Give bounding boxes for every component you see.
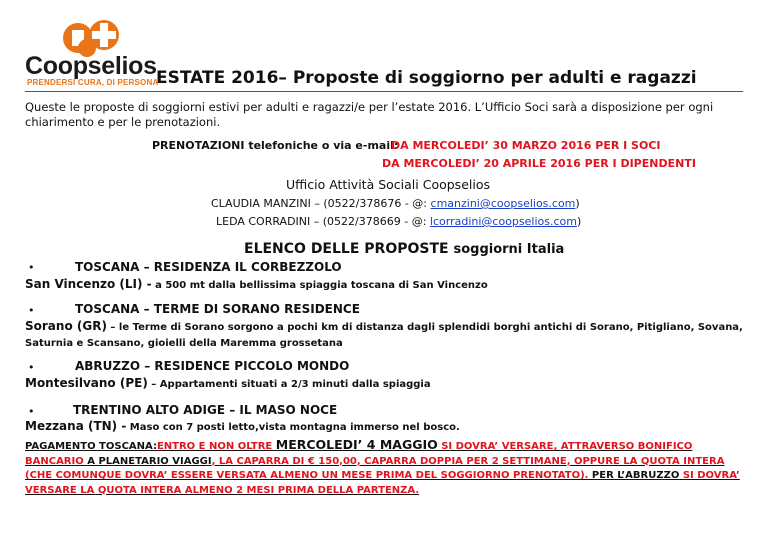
logo-tagline: PRENDERSI CURA, DI PERSONA [27, 78, 159, 87]
proposal-place [25, 376, 431, 390]
section-heading-main: ELENCO DELLE PROPOSTE [244, 241, 449, 257]
contact-manzini [211, 197, 580, 210]
place-desc: – Appartamenti situati a 2/3 minuti dalla spiaggia [147, 379, 431, 390]
proposal-place [25, 277, 488, 291]
payment-abruzzo-terms: SI DOVRA’ VERSARE LA QUOTA INTERA ALMENO 2 MESI PRIMA DELLA PARTENZA. [25, 470, 740, 496]
payment-agency: A PLANETARIO VIAGGI [87, 455, 212, 467]
bullet-icon: • [28, 405, 35, 418]
section-heading-sub: soggiorni Italia [453, 242, 565, 257]
proposal-title: ABRUZZO – RESIDENCE PICCOLO MONDO [75, 359, 350, 373]
proposal-title: TOSCANA – RESIDENZA IL CORBEZZOLO [75, 260, 342, 274]
page-title: ESTATE 2016– Proposte di soggiorno per adulti e ragazzi [156, 68, 697, 88]
logo-name: Coopselios [25, 52, 157, 80]
contact-text: LEDA CORRADINI – (0522/378669 - @: [216, 215, 430, 228]
proposal-place [25, 419, 460, 433]
proposal-title: TOSCANA – TERME DI SORANO RESIDENCE [75, 302, 360, 316]
email-link-manzini[interactable]: cmanzini@coopselios.com [430, 197, 576, 210]
bullet-icon: • [28, 261, 35, 274]
bullet-icon: • [28, 304, 35, 317]
place-name: Montesilvano (PE) [25, 376, 148, 390]
payment-abruzzo-label: PER L’ABRUZZO [588, 470, 680, 481]
contact-suffix: ) [576, 215, 582, 228]
place-name: San Vincenzo (LI) - [25, 277, 152, 291]
email-link-corradini[interactable]: lcorradini@coopselios.com [429, 215, 577, 228]
payment-deadline-text: ENTRO E NON OLTRE [156, 441, 276, 452]
place-desc: – le Terme di Sorano sorgono a pochi km di distanza dagli splendidi borghi antichi di Sorano, Pitigliano, Sovana, Saturnia e Scansano, gioielli della Maremma grossetana [25, 322, 743, 349]
place-name: Sorano (GR) [25, 319, 107, 333]
title-divider [25, 91, 743, 92]
prenotazioni-label: PRENOTAZIONI telefoniche o via e-mail: [152, 139, 399, 152]
proposal-place [25, 319, 747, 351]
place-name: Mezzana (TN) - [25, 419, 127, 433]
prenotazioni-dipendenti: DA MERCOLEDI’ 20 APRILE 2016 PER I DIPENDENTI [382, 157, 696, 170]
contact-text: CLAUDIA MANZINI – (0522/378676 - @: [211, 197, 431, 210]
prenotazioni-soci: DA MERCOLEDI’ 30 MARZO 2016 PER I SOCI [391, 139, 661, 152]
payment-deposit: , LA CAPARRA DI € 150,00, CAPARRA DOPPIA PER 2 SETTIMANE, OPPURE LA QUOTA INTERA (CHE COMUNQUE DOVRA’ ESSERE VERSATA ALMENO UN MESE PRIMA DEL SOGGIORNO PRENOTATO). [25, 455, 725, 481]
contact-corradini [216, 215, 581, 228]
payment-method: SI DOVRA’ VERSARE, ATTRAVERSO BONIFICO BANCARIO [25, 441, 693, 467]
place-desc: Maso con 7 posti letto,vista montagna immerso nel bosco. [126, 422, 460, 433]
bullet-icon: • [28, 361, 35, 374]
section-heading [244, 241, 564, 257]
payment-deadline-date: MERCOLEDI’ 4 MAGGIO [275, 437, 438, 452]
payment-terms [25, 438, 745, 498]
payment-label: PAGAMENTO TOSCANA: [25, 441, 157, 452]
office-name: Ufficio Attività Sociali Coopselios [286, 177, 490, 192]
proposal-title: TRENTINO ALTO ADIGE – IL MASO NOCE [73, 403, 338, 417]
intro-text: Queste le proposte di soggiorni estivi per adulti e ragazzi/e per l’estate 2016. L’Ufficio Soci sarà a disposizione per ogni chiarimento e per le prenotazioni. [25, 100, 714, 129]
place-desc: a 500 mt dalla bellissima spiaggia toscana di San Vincenzo [151, 280, 488, 291]
contact-suffix: ) [575, 197, 580, 210]
